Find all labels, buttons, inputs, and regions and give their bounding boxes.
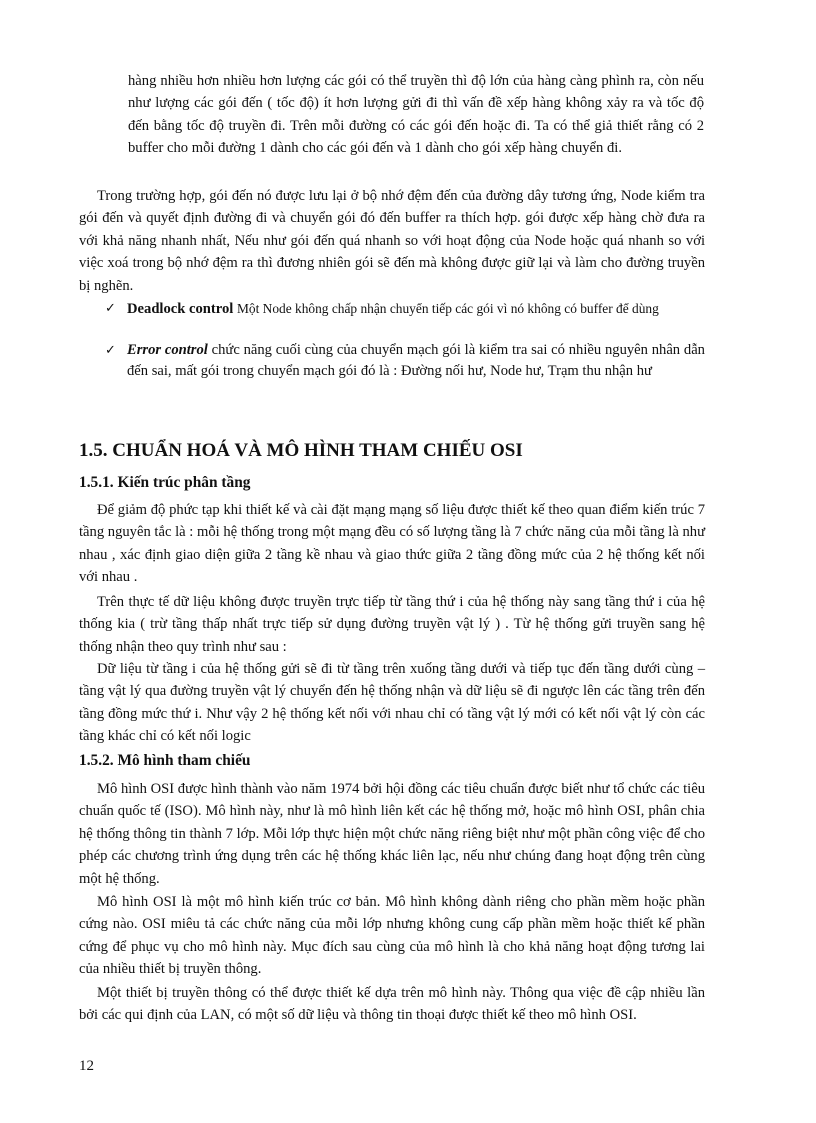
error-control-description: chức năng cuối cùng của chuyển mạch gói là kiểm tra sai có nhiều nguyên nhân dẫn đến sai, mất gói trong chuyển mạch gói đó là : Đường nối hư, Node hư, Trạm thu nhận hư: [127, 342, 705, 379]
error-control-term: Error control: [127, 342, 208, 358]
deadlock-term: Deadlock control: [127, 301, 234, 317]
section-heading: 1.5. CHUẨN HOÁ VÀ MÔ HÌNH THAM CHIẾU OSI: [79, 440, 523, 461]
checkmark-icon: ✓: [105, 343, 116, 358]
subsection-heading-reference-model: 1.5.2. Mô hình tham chiếu: [79, 752, 251, 769]
architecture-paragraph-1: Để giảm độ phức tạp khi thiết kế và cài đặt mạng mạng số liệu được thiết kế theo quan điểm kiến trúc 7 tầng nguyên tắc là : mỗi hệ thống trong một mạng đều có số lượng tầng là 7 chức năng của mỗi tầng là như nhau , xác định giao diện giữa 2 tầng kề nhau và giao thức giữa 2 tầng đồng mức của 2 hệ thống kết nối với nhau .: [79, 502, 705, 586]
buffer-paragraph: Trong trường hợp, gói đến nó được lưu lại ở bộ nhớ đệm đến của đường dây tương ứng, Node kiểm tra gói đến và quyết định đường đi và chuyển gói đó đến buffer ra thích hợp. gói được xếp hàng chờ đưa ra với khả năng nhanh nhất, Nếu như gói đến quá nhanh so với hoạt động của Node hoặc quá nhanh so với việc xoá trong bộ nhớ đệm ra thì đương nhiên gói sẽ đến mà không được giữ lại và làm cho đường truyền bị nghẽn.: [79, 188, 705, 294]
checkmark-icon: ✓: [105, 301, 116, 316]
architecture-paragraph-2: Trên thực tế dữ liệu không được truyền trực tiếp từ tầng thứ i của hệ thống này sang tầng thứ i của hệ thống kia ( trừ tầng thấp nhất trực tiếp sử dụng đường truyền vật lý ) . Từ hệ thống gửi truyền sang hệ thống nhận theo quy trình như sau :: [79, 594, 705, 655]
reference-model-paragraph-1: Mô hình OSI được hình thành vào năm 1974 bởi hội đồng các tiêu chuẩn được biết như tổ chức các tiêu chuẩn quốc tế (ISO). Mô hình này, như là mô hình liên kết các hệ thống mở, hoặc mô hình OSI, phân chia hệ thống thông tin thành 7 lớp. Mỗi lớp thực hiện một chức năng riêng biệt như một phần công việc để cho phép các chương trình ứng dụng trên các hệ thống khác liên lạc, nếu như chúng đang hoạt động trên cùng một hệ thống.: [79, 781, 705, 887]
page-number: 12: [79, 1058, 94, 1074]
check-item-error: [105, 340, 705, 382]
reference-model-paragraph-3: Một thiết bị truyền thông có thể được thiết kế dựa trên mô hình này. Thông qua việc đề cập nhiều lần bởi các qui định của LAN, có một số dữ liệu và thông tin thoại được thiết kế theo mô hình OSI.: [79, 985, 705, 1024]
reference-model-paragraph-2: Mô hình OSI là một mô hình kiến trúc cơ bản. Mô hình không dành riêng cho phần mềm hoặc phần cứng nào. OSI miêu tả các chức năng của mỗi lớp nhưng không cung cấp phần mềm hoặc thiết kế phần cứng để phục vụ cho mô hình này. Mục đích sau cùng của mô hình là cho khả năng hoạt động tương lai của nhiều thiết bị truyền thông.: [79, 894, 705, 978]
deadlock-description: Một Node không chấp nhận chuyển tiếp các gói vì nó không có buffer để dùng: [237, 301, 659, 316]
check-item-deadlock: [105, 298, 705, 320]
architecture-paragraph-3: Dữ liệu từ tầng i của hệ thống gửi sẽ đi từ tầng trên xuống tầng dưới và tiếp tục đến tầng dưới cùng – tầng vật lý qua đường truyền vật lý chuyển đến hệ thống nhận và dữ liệu sẽ đi ngược lên các tầng trên đến tầng đồng mức thứ i. Như vậy 2 hệ thống kết nối với nhau chỉ có tầng vật lý mới có kết nối vật lý còn các tầng khác chỉ có kết nối logic: [79, 661, 705, 745]
subsection-heading-architecture: 1.5.1. Kiến trúc phân tầng: [79, 474, 251, 491]
continuation-paragraph: hàng nhiều hơn nhiều hơn lượng các gói có thể truyền thì độ lớn của hàng càng phình ra, còn nếu như lượng các gói đến ( tốc độ) ít hơn lượng gửi đi thì vấn đề xếp hàng không xảy ra và tốc độ đến bằng tốc độ truyền đi. Trên mỗi đường có các gói đến hoặc đi. Ta có thể giả thiết rằng có 2 buffer cho mỗi đường 1 dành cho các gói đến và 1 dành cho gói xếp hàng chuyển đi.: [128, 73, 704, 157]
